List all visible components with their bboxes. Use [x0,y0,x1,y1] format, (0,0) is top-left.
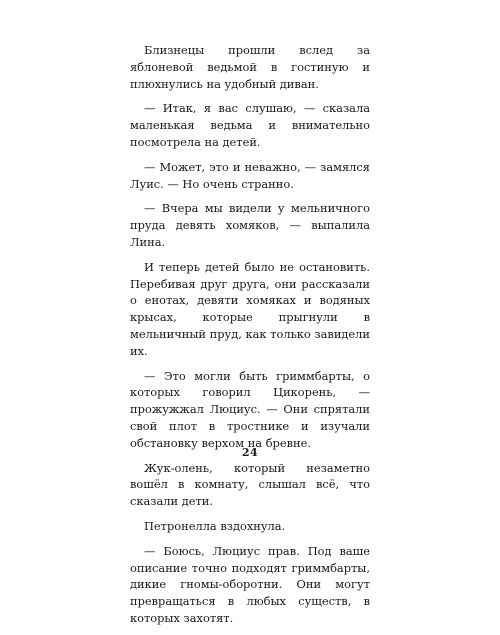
paragraph: Близнецы прошли вслед за яблоневой ведьмой в гостиную и плюхнулись на удобный диван. [130,43,370,91]
paragraph: — Боюсь, Люциус прав. Под ваше описание точно подходят гриммбарты, дикие гномы-оборотни. Они могут превращаться в любых существ, в которых захотят. [130,543,370,625]
paragraph: Петронелла вздохнула. [144,518,286,533]
paragraph: — Итак, я вас слушаю, — сказала маленькая ведьма и внимательно посмотрела на детей. [130,101,370,149]
body-text [130,42,370,635]
page-number: 24 [241,446,259,459]
paragraph: И теперь детей было не остановить. Перебивая друг друга, они рассказали о енотах, девяти хомяках и водяных крысах, которые прыгнули в мельничный пруд, как только завидели их. [130,259,370,358]
paragraph: — Вчера мы видели у мельничного пруда девять хомяков, — выпалила Лина. [130,201,370,249]
paragraph: — Это могли быть гриммбарты, о которых говорил Цикорень, — прожужжал Люциус. — Они спрятали свой плот в тростнике и изучали обстановку верхом на бревне. [130,368,370,450]
paragraph: Жук-олень, который незаметно вошёл в комнату, слышал всё, что сказали дети. [130,460,370,509]
paragraph: — Может, это и неважно, — замялся Луис. — Но очень странно. [130,159,370,191]
